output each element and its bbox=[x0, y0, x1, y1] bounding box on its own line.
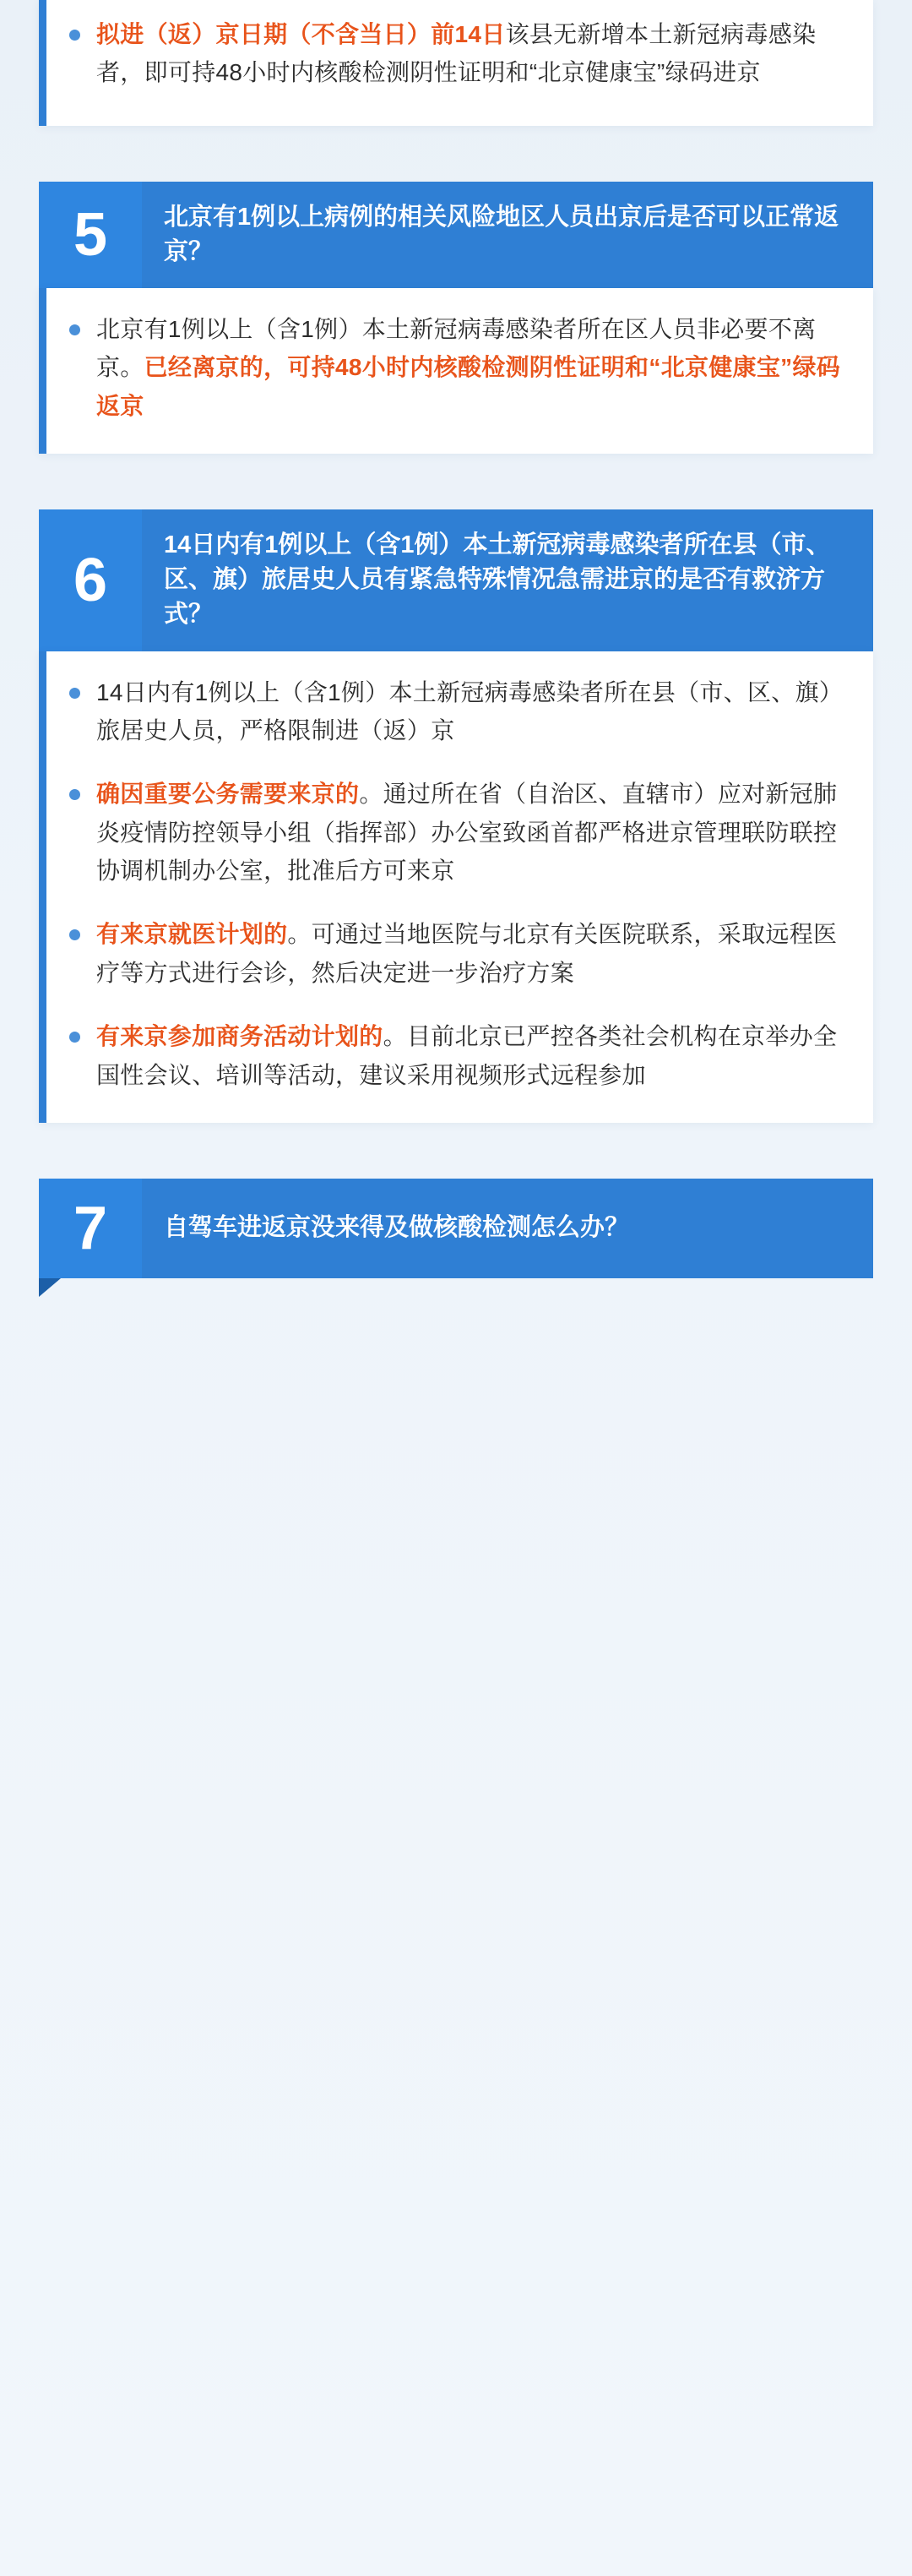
answer-text: 。可通过当地医院与北京有关医院联系，采取远程医疗等方式进行会诊，然后决定进一步治疗方案 bbox=[96, 921, 838, 986]
top-partial-answer-card bbox=[39, 0, 873, 126]
answer-card-5 bbox=[39, 288, 873, 454]
left-accent-bar bbox=[39, 651, 46, 1123]
question-number-7: 7 bbox=[39, 1179, 142, 1278]
section-spacer bbox=[0, 1123, 912, 1179]
answer-text: 该县无新增本土新冠病毒感染者，即可持48小时内核酸检测阴性证明和“北京健康宝”绿码进京 bbox=[96, 21, 817, 86]
question-title-6: 14日内有1例以上（含1例）本土新冠病毒感染者所在县（市、区、旗）旅居史人员有紧急特殊情况急需进京的是否有救济方式？ bbox=[142, 509, 873, 651]
answer-card-6 bbox=[39, 651, 873, 1123]
answer-text: 北京有1例以上（含1例）本土新冠病毒感染者所在区人员非必要不离京。 bbox=[96, 316, 817, 381]
list-item bbox=[64, 1017, 848, 1094]
left-accent-bar bbox=[39, 0, 46, 126]
section-spacer bbox=[0, 454, 912, 509]
answer-highlight-text: 确因重要公务需要来京的 bbox=[96, 781, 360, 808]
list-item bbox=[64, 673, 848, 750]
question-header-7 bbox=[39, 1179, 873, 1278]
list-item bbox=[64, 15, 848, 92]
answer-list-top bbox=[64, 15, 848, 92]
left-accent-bar bbox=[39, 288, 46, 454]
list-item bbox=[64, 915, 848, 992]
answer-text: 。目前北京已严控各类社会机构在京举办全国性会议、培训等活动，建议采用视频形式远程参加 bbox=[96, 1023, 838, 1088]
list-item bbox=[64, 775, 848, 890]
answer-highlight-text: 拟进（返）京日期（不含当日）前14日 bbox=[96, 21, 506, 47]
answer-highlight-text: 有来京参加商务活动计划的 bbox=[96, 1023, 383, 1050]
section-spacer bbox=[0, 126, 912, 182]
question-header-5 bbox=[39, 182, 873, 288]
question-header-6 bbox=[39, 509, 873, 651]
answer-text: 14日内有1例以上（含1例）本土新冠病毒感染者所在县（市、区、旗）旅居史人员，严格限制进（返）京 bbox=[96, 678, 844, 744]
question-title-7: 自驾车进返京没来得及做核酸检测怎么办？ bbox=[142, 1179, 873, 1278]
answer-text: 。通过所在省（自治区、直辖市）应对新冠肺炎疫情防控领导小组（指挥部）办公室致函首都严格进京管理联防联控协调机制办公室，批准后方可来京 bbox=[96, 781, 838, 885]
list-item bbox=[64, 310, 848, 425]
answer-highlight-text: 有来京就医计划的 bbox=[96, 921, 288, 948]
question-title-5: 北京有1例以上病例的相关风险地区人员出京后是否可以正常返京？ bbox=[142, 182, 873, 288]
answer-list-6 bbox=[64, 673, 848, 1094]
answer-list-5 bbox=[64, 310, 848, 425]
question-number-6: 6 bbox=[39, 509, 142, 651]
question-number-5: 5 bbox=[39, 182, 142, 288]
answer-highlight-text: 已经离京的，可持48小时内核酸检测阴性证明和“北京健康宝”绿码返京 bbox=[96, 354, 841, 419]
